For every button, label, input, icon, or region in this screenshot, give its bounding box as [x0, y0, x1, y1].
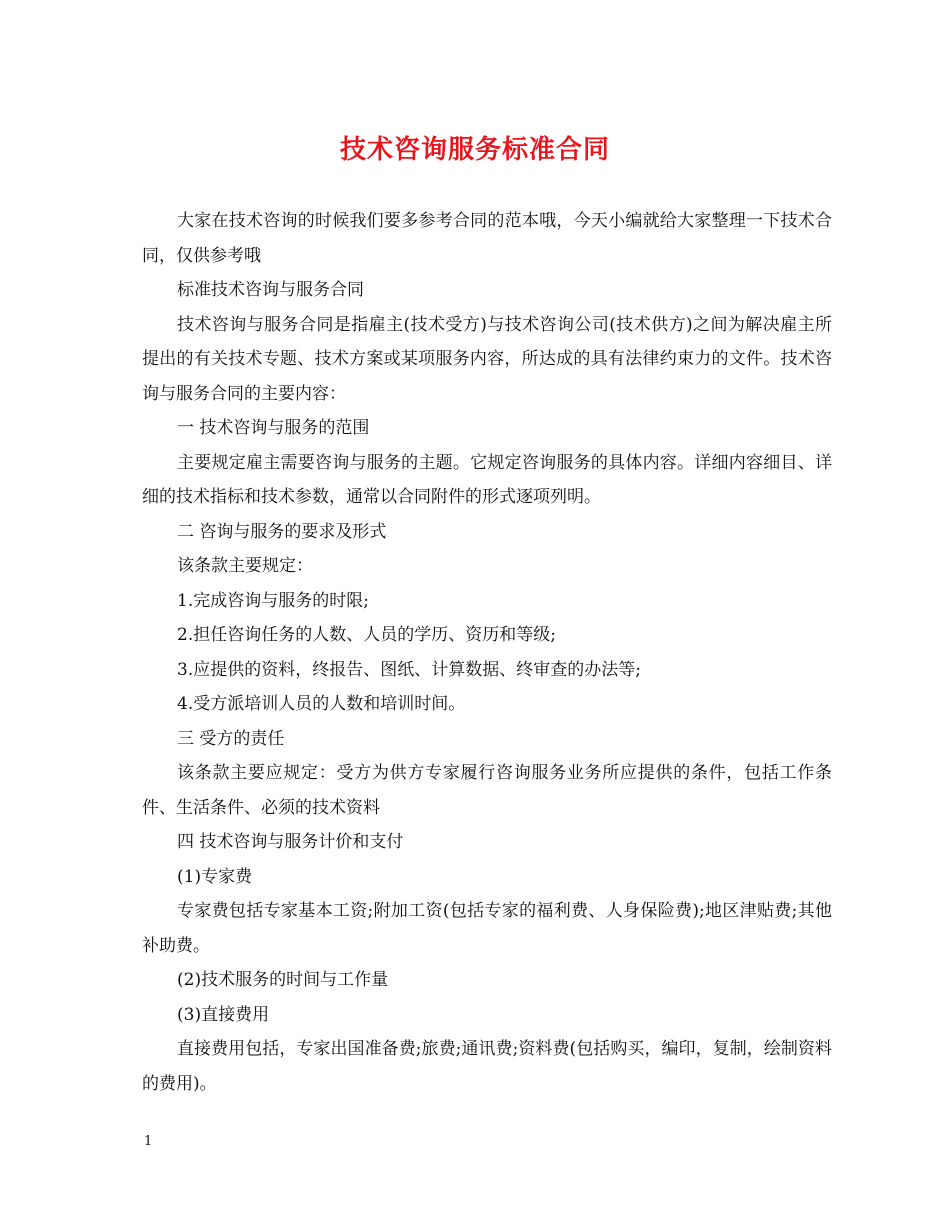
paragraph: 技术咨询与服务合同是指雇主(技术受方)与技术咨询公司(技术供方)之间为解决雇主所提出的有关技术专题、技术方案或某项服务内容，所达成的具有法律约束力的文件。技术咨询与服务合同的主要内容： [142, 314, 832, 404]
sub-heading: (3)直接费用 [177, 1004, 270, 1025]
sub-heading: (1)专家费 [177, 866, 253, 887]
paragraph: 大家在技术咨询的时候我们要多参考合同的范本哦，今天小编就给大家整理一下技术合同，仅供参考哦 [142, 211, 832, 266]
paragraph: 主要规定雇主需要咨询与服务的主题。它规定咨询服务的具体内容。详细内容细目、详细的技术指标和技术参数，通常以合同附件的形式逐项列明。 [142, 452, 832, 507]
list-item: 2.担任咨询任务的人数、人员的学历、资历和等级; [177, 625, 556, 645]
paragraph: 标准技术咨询与服务合同 [177, 280, 364, 300]
section-heading: 三 受方的责任 [177, 728, 285, 749]
document-title: 技术咨询服务标准合同 [339, 135, 610, 165]
paragraph: 该条款主要规定： [177, 556, 313, 576]
document-body [142, 204, 832, 1101]
paragraph: 直接费用包括，专家出国准备费;旅费;通讯费;资料费(包括购买，编印，复制，绘制资料的费用)。 [142, 1039, 832, 1094]
paragraph: 专家费包括专家基本工资;附加工资(包括专家的福利费、人身保险费);地区津贴费;其他补助费。 [142, 901, 832, 956]
list-item: 4.受方派培训人员的人数和培训时间。 [177, 694, 466, 714]
list-item: 3.应提供的资料，终报告、图纸、计算数据、终审查的办法等; [177, 659, 641, 680]
sub-heading: (2)技术服务的时间与工作量 [177, 970, 389, 990]
section-heading: 一 技术咨询与服务的范围 [177, 418, 370, 438]
page-number: 1 [144, 1134, 153, 1149]
section-heading: 四 技术咨询与服务计价和支付 [177, 832, 404, 852]
list-item: 1.完成咨询与服务的时限; [177, 590, 369, 611]
section-heading: 二 咨询与服务的要求及形式 [177, 521, 387, 542]
paragraph: 该条款主要应规定：受方为供方专家履行咨询服务业务所应提供的条件，包括工作条 件、生活条件、必须的技术资料 [142, 763, 832, 818]
